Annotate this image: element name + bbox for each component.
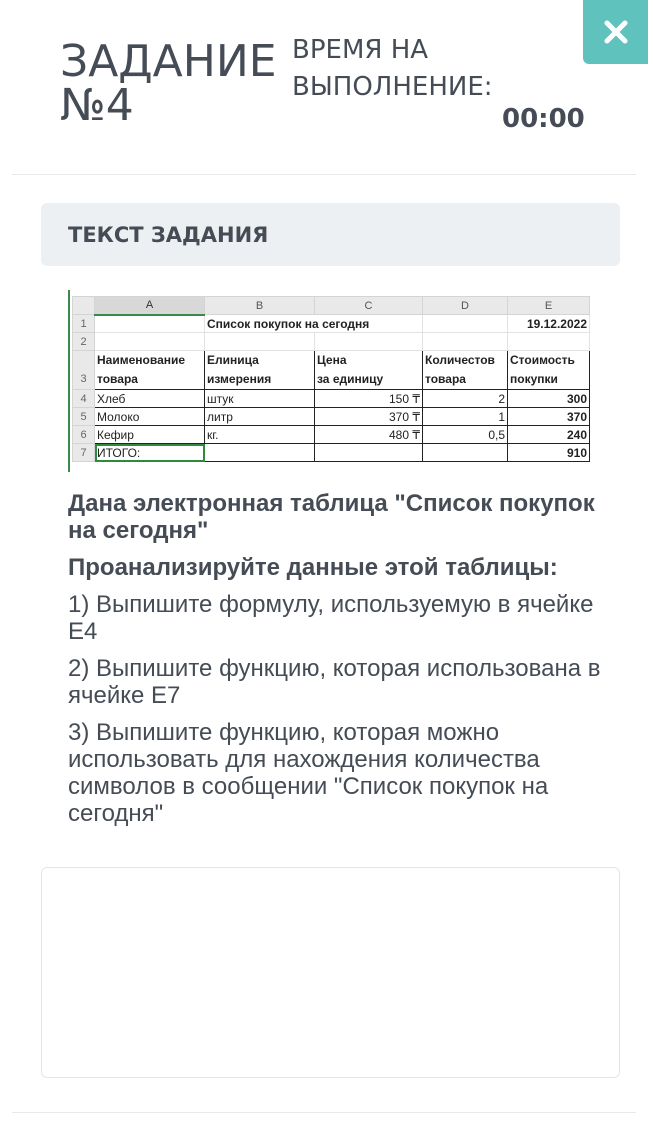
cell-d6: 0,5	[423, 426, 508, 444]
time-label-line1: ВРЕМЯ НА	[292, 35, 429, 65]
timer-value: 00:00	[502, 104, 585, 134]
cell-c3	[315, 351, 423, 390]
col-header-b: B	[205, 297, 315, 315]
close-button[interactable]	[583, 0, 648, 64]
cell-a3	[95, 351, 205, 390]
cell-e6: 240	[508, 426, 590, 444]
cell-c5: 370 ₸	[315, 408, 423, 426]
header-line: измерения	[207, 372, 272, 386]
cell-d4: 2	[423, 390, 508, 408]
time-label-line2: ВЫПОЛНЕНИЕ:	[292, 72, 493, 102]
task-instruction: Проанализируйте данные этой таблицы:	[68, 554, 558, 581]
header-line: Наименование	[97, 353, 186, 367]
cell-d3	[423, 351, 508, 390]
cell-d1	[423, 315, 508, 333]
cell-e2	[508, 333, 590, 351]
table-row	[73, 333, 590, 351]
cell-b1: Список покупок на сегодня	[205, 315, 423, 333]
cell-e3	[508, 351, 590, 390]
cell-a5: Молоко	[95, 408, 205, 426]
cell-b7	[205, 444, 315, 462]
col-header-e: E	[508, 297, 590, 315]
header-line: Количестов	[425, 353, 495, 367]
cell-d2	[423, 333, 508, 351]
cell-e5: 370	[508, 408, 590, 426]
cell-a6: Кефир	[95, 426, 205, 444]
cell-e4: 300	[508, 390, 590, 408]
task-title	[60, 36, 290, 131]
cell-b5: литр	[205, 408, 315, 426]
question-2: 2) Выпишите функцию, которая использована в ячейке Е7	[68, 655, 601, 709]
cell-a1	[95, 315, 205, 333]
table-row	[73, 390, 590, 408]
cell-e7: 910	[508, 444, 590, 462]
row-number: 5	[73, 408, 95, 426]
task-title-line1: ЗАДАНИЕ	[60, 36, 277, 87]
header-line: товара	[425, 372, 466, 386]
time-label	[292, 32, 572, 106]
cell-a7: ИТОГО:	[95, 444, 205, 462]
cell-c4: 150 ₸	[315, 390, 423, 408]
close-icon	[603, 19, 629, 45]
table-row	[73, 351, 590, 390]
header-line: покупки	[510, 372, 558, 386]
cell-c7	[315, 444, 423, 462]
cell-a2	[95, 333, 205, 351]
corner-cell	[73, 297, 95, 315]
question-3: 3) Выпишите функцию, которая можно использовать для нахождения количества символов в сообщении "Список покупок на сегодня"	[68, 719, 549, 827]
col-header-a: A	[95, 297, 205, 315]
question-1: 1) Выпишите формулу, используемую в ячейке Е4	[68, 591, 594, 645]
header-line: товара	[97, 372, 138, 386]
task-intro: Дана электронная таблица "Список покупок на сегодня"	[68, 490, 595, 544]
cell-b2	[205, 333, 315, 351]
header-line: Цена	[317, 353, 347, 367]
row-number: 1	[73, 315, 95, 333]
row-number: 6	[73, 426, 95, 444]
table-row	[73, 408, 590, 426]
row-number: 3	[73, 351, 95, 390]
header-line: Стоимость	[510, 353, 575, 367]
spreadsheet-table	[72, 296, 590, 462]
section-header: ТЕКСТ ЗАДАНИЯ	[41, 203, 620, 266]
task-text	[68, 490, 608, 837]
table-row	[73, 426, 590, 444]
row-number: 7	[73, 444, 95, 462]
cell-e1: 19.12.2022	[508, 315, 590, 333]
spreadsheet-image	[68, 290, 590, 472]
header-line: за единицу	[317, 372, 384, 386]
cell-b6: кг.	[205, 426, 315, 444]
row-number: 2	[73, 333, 95, 351]
answer-textarea[interactable]	[41, 867, 620, 1078]
header-line: Елиница	[207, 353, 259, 367]
cell-b4: штук	[205, 390, 315, 408]
cell-b3	[205, 351, 315, 390]
cell-a4: Хлеб	[95, 390, 205, 408]
sheet-edge	[68, 290, 70, 472]
cell-d5: 1	[423, 408, 508, 426]
divider	[12, 174, 636, 175]
task-title-line2: №4	[60, 80, 134, 131]
table-row	[73, 444, 590, 462]
column-header-row	[73, 297, 590, 315]
divider	[12, 1112, 636, 1113]
table-row	[73, 315, 590, 333]
col-header-d: D	[423, 297, 508, 315]
row-number: 4	[73, 390, 95, 408]
cell-c6: 480 ₸	[315, 426, 423, 444]
col-header-c: C	[315, 297, 423, 315]
cell-c2	[315, 333, 423, 351]
cell-d7	[423, 444, 508, 462]
